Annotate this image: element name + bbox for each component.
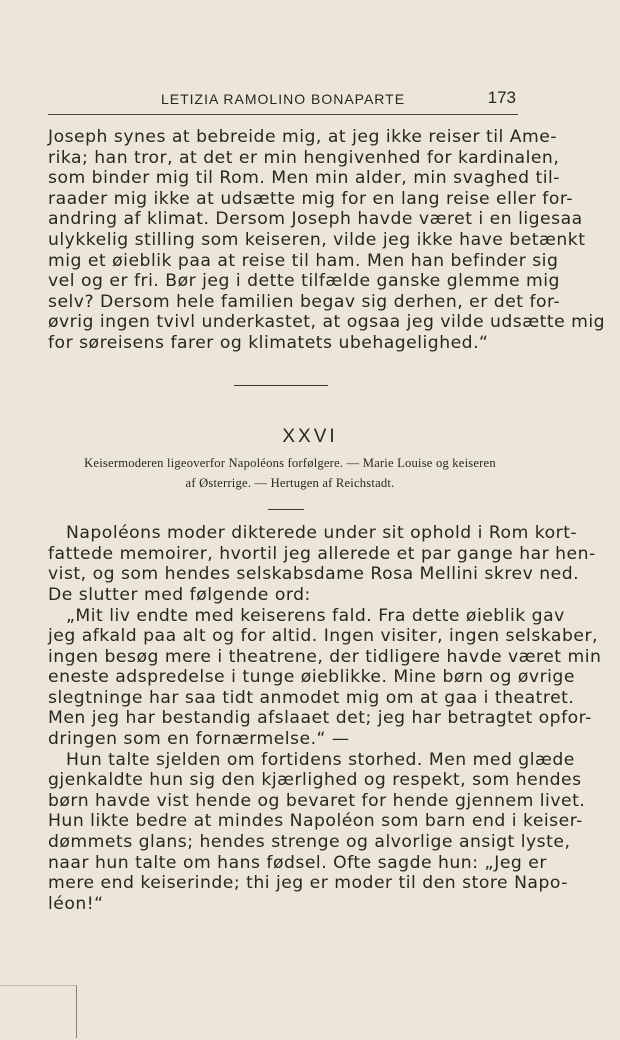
text-line: selv? Dersom hele familien begav sig derhen, er det for- — [48, 291, 561, 312]
text-line: „Mit liv endte med keiserens fald. Fra dette øieblik gav — [66, 605, 565, 626]
text-line: De slutter med følgende ord: — [48, 584, 311, 605]
text-line: eneste adspredelse i tunge øieblikke. Mine børn og øvrige — [48, 667, 575, 688]
text-line: andring af klimat. Dersom Joseph havde været i en ligesaa — [48, 209, 583, 230]
scan-edge-mark — [0, 985, 77, 1038]
summary-line: Keisermoderen ligeoverfor Napoléons forfølgere. — Marie Louise og keiseren — [84, 456, 496, 470]
text-line: jeg afkald paa alt og for altid. Ingen visiter, ingen selskaber, — [48, 626, 598, 647]
text-line: Hun likte bedre at mindes Napoléon som barn end i keiser- — [48, 811, 583, 832]
chapter-number: XXVI — [282, 426, 338, 447]
text-line: vist, og som hendes selskabsdame Rosa Mellini skrev ned. — [48, 564, 580, 585]
text-line: ingen besøg mere i theatrene, der tidligere havde været min — [48, 646, 602, 667]
paragraph-recollections — [48, 749, 586, 915]
running-title: LETIZIA RAMOLINO BONAPARTE — [160, 91, 406, 107]
text-line: naar hun talte om hans fødsel. Ofte sagde hun: „Jeg er — [48, 852, 547, 873]
text-line: rika; han tror, at det er min hengivenhed for kardinalen, — [48, 147, 560, 168]
text-line: vel og er fri. Bør jeg i dette tilfælde ganske glemme mig — [48, 271, 560, 292]
paragraph-memoirs-intro — [48, 523, 596, 605]
running-header — [48, 88, 518, 115]
paragraph-letter-continuation — [48, 127, 606, 354]
text-line: Hun talte sjelden om fortidens storhed. Men med glæde — [66, 749, 575, 770]
text-line: mere end keiserinde; thi jeg er moder til den store Napo- — [48, 873, 568, 894]
text-line: Napoléons moder dikterede under sit ophold i Rom kort- — [66, 523, 578, 543]
text-line: dringen som en fornærmelse.“ — — [48, 729, 350, 750]
text-line: dømmets glans; hendes strenge og alvorlige ansigt lyste, — [48, 832, 571, 853]
summary-divider — [268, 509, 304, 510]
text-line: som binder mig til Rom. Men min alder, min svaghed til- — [48, 168, 560, 189]
text-line: léon!“ — [48, 893, 104, 914]
text-line: fattede memoirer, hvortil jeg allerede et par gange har hen- — [48, 543, 596, 564]
text-line: mig et øieblik paa at reise til ham. Men han befinder sig — [48, 250, 559, 271]
chapter-summary — [48, 454, 532, 493]
text-line: for søreisens farer og klimatets ubehagelighed.“ — [48, 332, 489, 353]
page-number: 173 — [487, 88, 516, 107]
text-line: Joseph synes at bebreide mig, at jeg ikke reiser til Ame- — [48, 127, 558, 147]
text-line: slegtninge har saa tidt anmodet mig om at gaa i theatret. — [48, 687, 575, 708]
text-line: gjenkaldte hun sig den kjærlighed og respekt, som hendes — [48, 770, 582, 791]
text-line: raader mig ikke at udsætte mig for en lang reise eller for- — [48, 188, 574, 209]
paragraph-memoirs-quote — [48, 605, 602, 750]
text-line: ulykkelig stilling som keiseren, vilde jeg ikke have betænkt — [48, 229, 586, 250]
section-divider — [234, 385, 328, 386]
text-line: børn havde vist hende og bevaret for hende gjennem livet. — [48, 790, 586, 811]
text-line: øvrig ingen tvivl underkastet, at ogsaa jeg vilde udsætte mig — [48, 312, 606, 333]
text-line: Men jeg har bestandig afslaaet det; jeg har betragtet opfor- — [48, 708, 592, 729]
summary-line: af Østerrige. — Hertugen af Reichstadt. — [185, 475, 395, 490]
